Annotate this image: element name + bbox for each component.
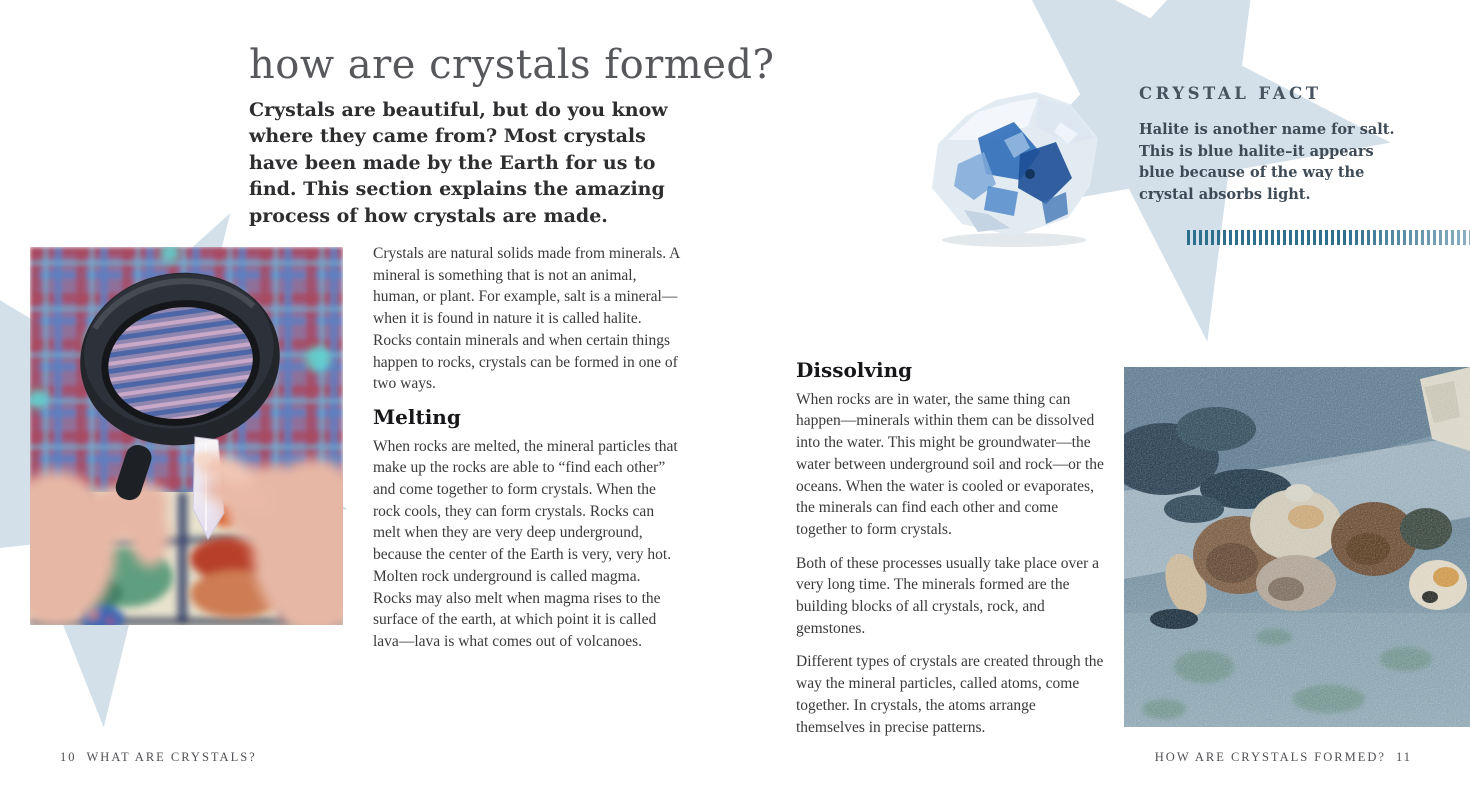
right-text-column <box>796 360 1104 750</box>
dissolving-paragraph-2: Both of these processes usually take place over a very long time. The minerals formed are the building blocks of all crystals, rock, and gemstones. <box>796 554 1100 637</box>
crystal-fact-heading: CRYSTAL FACT <box>1139 84 1322 103</box>
dissolving-heading: Dissolving <box>796 358 913 382</box>
page-title: how are crystals formed? <box>249 42 775 88</box>
melting-heading: Melting <box>373 404 461 429</box>
right-page-number: 11 <box>1395 750 1412 764</box>
left-text-column <box>373 243 680 665</box>
left-page-number: 10 <box>60 750 77 764</box>
right-footer-section: HOW ARE CRYSTALS FORMED? <box>1154 750 1386 764</box>
dissolving-paragraph-3: Different types of crystals are created through the way the mineral particles, called atoms, come together. In crystals, the atoms arrange themselves in precise patterns. <box>796 653 1104 736</box>
body-paragraph: Crystals are natural solids made from minerals. A mineral is something that is not an animal, human, or plant. For example, salt is a mineral—when it is found in nature it is called halite. Rocks contain minerals and when certain things happen to rocks, crystals can be formed in one of two ways. <box>373 245 680 393</box>
dissolving-paragraph-1: When rocks are in water, the same thing can happen—minerals within them can be dissolved into the water. This might be groundwater—the water between underground soil and rock—or the oceans. When the water is cooled or evaporates, the minerals can find each other and come together to form crystals. <box>796 390 1104 538</box>
right-page-footer <box>1155 750 1412 765</box>
blue-halite-photo <box>918 82 1110 250</box>
melting-paragraph: When rocks are melted, the mineral particles that make up the rocks are able to “find each other” and come together to form crystals. When the rock cools, they can form crystals. Rocks can melt when they are very deep underground, because the center of the Earth is very, very hot. Molten rock underground is called magma. Rocks may also melt when magma rises to the surface of the earth, at which point it is called lava—lava is what comes out of volcanoes. <box>373 437 678 650</box>
left-footer-section: WHAT ARE CRYSTALS? <box>86 750 257 764</box>
intro-paragraph: Crystals are beautiful, but do you know where they came from? Most crystals have been made by the Earth for us to find. This section explains the amazing process of how crystals are made. <box>249 99 668 227</box>
crystal-fact-box <box>1139 84 1407 205</box>
rocks-photo <box>1124 367 1470 727</box>
left-page-footer <box>60 750 257 765</box>
crystal-fact-text: Halite is another name for salt. This is blue halite–it appears blue because of the way the crystal absorbs light. <box>1139 121 1395 203</box>
tick-divider <box>1187 230 1470 245</box>
magnifying-glass-photo <box>30 247 343 625</box>
